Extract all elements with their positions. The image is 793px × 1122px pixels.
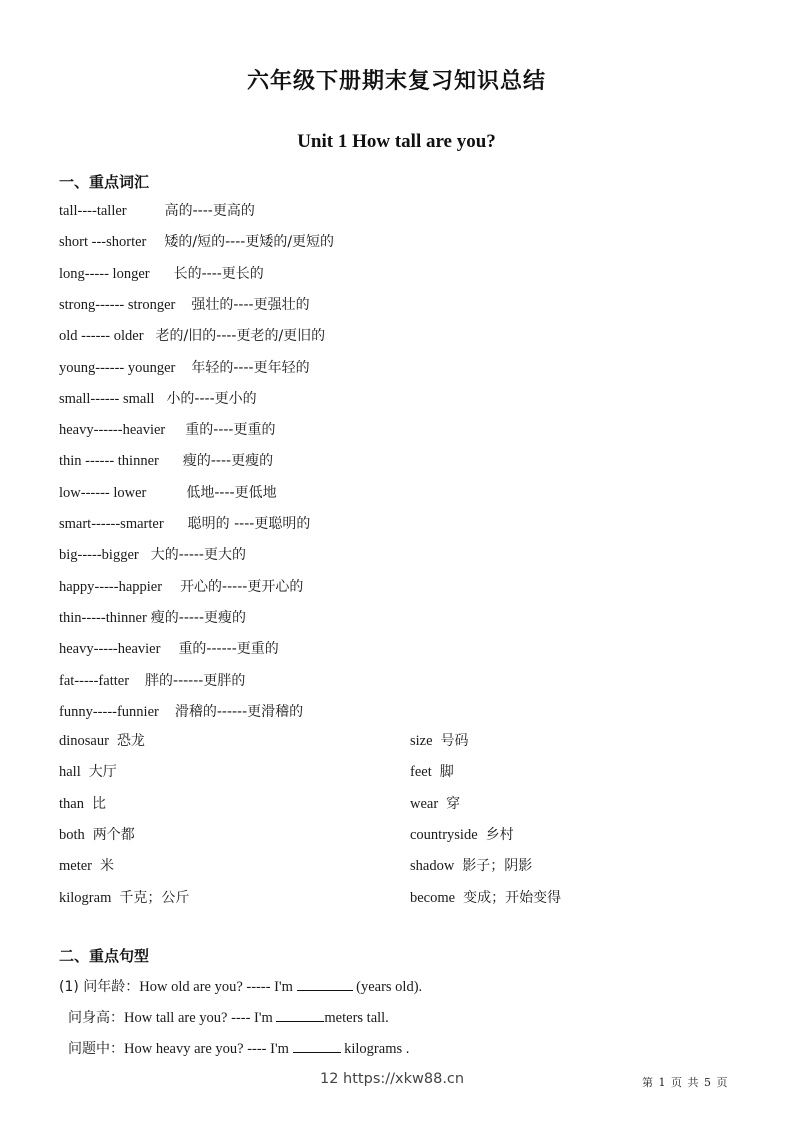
footer-watermark: 12 https://xkw88.cn	[320, 1071, 465, 1087]
english-word: become	[410, 889, 456, 906]
vocab-word-row	[410, 888, 561, 908]
chinese-meaning: 强壮的----更强壮的	[191, 296, 310, 313]
vocab-row	[59, 671, 245, 691]
sentence-ending: (years old).	[352, 979, 423, 995]
sentence-text: How tall are you? ---- I'm	[124, 1010, 277, 1026]
sentence-row	[68, 1038, 409, 1059]
sentence-text: How old are you? ----- I'm	[139, 979, 297, 995]
document-title: 六年级下册期末复习知识总结	[246, 69, 546, 94]
english-word: big-----bigger	[59, 547, 139, 564]
english-word: old ------ older	[59, 328, 144, 345]
sentence-label: (1) 问年龄：	[59, 979, 140, 995]
vocab-word-row	[59, 825, 135, 845]
chinese-meaning: 影子；阴影	[462, 858, 533, 875]
english-word: both	[59, 826, 85, 843]
chinese-meaning: 变成；开始变得	[463, 889, 562, 906]
fill-in-blank	[297, 976, 353, 991]
sentence-label: 问身高：	[68, 1010, 124, 1026]
vocab-word-row	[410, 825, 514, 845]
sentence-label: 问题中：	[68, 1041, 124, 1057]
section-heading-vocabulary: 一、重点词汇	[59, 173, 150, 191]
english-word: thin-----thinner	[59, 609, 147, 626]
vocab-row	[59, 201, 255, 221]
english-word: dinosaur	[59, 733, 109, 749]
chinese-meaning: 高的----更高的	[164, 203, 255, 219]
english-word: long----- longer	[59, 265, 150, 282]
vocab-row	[59, 295, 310, 315]
chinese-meaning: 聪明的 ----更聪明的	[187, 516, 311, 532]
english-word: kilogram	[59, 889, 112, 906]
english-word: than	[59, 795, 84, 812]
english-word: feet	[410, 764, 432, 781]
vocab-word-row	[59, 731, 145, 751]
vocab-row	[59, 389, 257, 409]
english-word: happy-----happier	[59, 578, 163, 595]
english-word: thin ------ thinner	[59, 453, 159, 470]
english-word: funny-----funnier	[59, 703, 159, 720]
english-word: tall----taller	[59, 203, 127, 219]
chinese-meaning: 大的-----更大的	[150, 547, 246, 564]
fill-in-blank	[276, 1007, 324, 1022]
english-word: strong------ stronger	[59, 296, 176, 313]
chinese-meaning: 两个都	[92, 826, 135, 843]
english-word: size	[410, 733, 433, 749]
chinese-meaning: 重的------更重的	[178, 641, 279, 658]
vocab-row	[59, 639, 279, 659]
chinese-meaning: 大厅	[88, 764, 117, 781]
vocab-row	[59, 483, 277, 503]
chinese-meaning: 穿	[446, 795, 461, 812]
english-word: wear	[410, 795, 439, 812]
sentence-row	[59, 976, 422, 997]
chinese-meaning: 小的----更小的	[166, 390, 257, 407]
english-word: smart------smarter	[59, 516, 164, 532]
chinese-meaning: 乡村	[485, 826, 514, 843]
chinese-meaning: 胖的------更胖的	[145, 672, 246, 689]
english-word: hall	[59, 764, 81, 781]
chinese-meaning: 米	[100, 858, 115, 875]
chinese-meaning: 瘦的-----更瘦的	[150, 609, 247, 626]
chinese-meaning: 长的----更长的	[173, 265, 264, 282]
chinese-meaning: 恐龙	[116, 733, 145, 749]
vocab-word-row	[59, 856, 114, 876]
english-word: low------ lower	[59, 484, 147, 501]
chinese-meaning: 开心的-----更开心的	[180, 578, 304, 595]
vocab-word-row	[410, 856, 532, 876]
sentence-row	[68, 1007, 389, 1028]
chinese-meaning: 号码	[440, 733, 469, 749]
english-word: heavy------heavier	[59, 422, 166, 439]
vocab-row	[59, 702, 303, 722]
english-word: fat-----fatter	[59, 672, 130, 689]
vocab-row	[59, 358, 310, 378]
sentence-ending: meters tall.	[324, 1010, 389, 1026]
vocab-row	[59, 451, 273, 471]
vocab-row	[59, 326, 325, 346]
chinese-meaning: 脚	[439, 764, 454, 781]
english-word: small------ small	[59, 390, 155, 407]
english-word: shadow	[410, 858, 455, 875]
vocab-row	[59, 577, 303, 597]
vocab-row	[59, 608, 246, 628]
fill-in-blank	[293, 1038, 341, 1053]
chinese-meaning: 重的----更重的	[185, 422, 276, 439]
vocab-word-row	[59, 762, 117, 782]
english-word: short ---shorter	[59, 234, 147, 251]
sentence-text: How heavy are you? ---- I'm	[124, 1041, 293, 1057]
section-heading-sentences: 二、重点句型	[59, 947, 150, 965]
english-word: young------ younger	[59, 359, 176, 376]
english-word: heavy-----heavier	[59, 641, 161, 658]
page-number: 第 1 页 共 5 页	[642, 1076, 728, 1089]
english-word: countryside	[410, 826, 478, 843]
vocab-row	[59, 545, 246, 565]
vocab-row	[59, 232, 334, 252]
vocab-row	[59, 264, 264, 284]
sentence-ending: kilograms .	[340, 1041, 410, 1057]
chinese-meaning: 比	[91, 795, 106, 812]
vocab-word-row	[59, 794, 106, 814]
vocab-row	[59, 420, 275, 440]
chinese-meaning: 矮的/短的----更矮的/更短的	[164, 234, 335, 251]
vocab-word-row	[410, 731, 469, 751]
vocab-word-row	[410, 794, 460, 814]
vocab-word-row	[410, 762, 454, 782]
chinese-meaning: 瘦的----更瘦的	[182, 453, 274, 470]
unit-title: Unit 1 How tall are you?	[297, 131, 496, 152]
chinese-meaning: 老的/旧的----更老的/更旧的	[155, 328, 326, 345]
chinese-meaning: 年轻的----更年轻的	[191, 359, 310, 376]
vocab-row	[59, 514, 310, 534]
vocab-word-row	[59, 888, 189, 908]
chinese-meaning: 低地----更低地	[186, 484, 277, 501]
english-word: meter	[59, 858, 93, 875]
chinese-meaning: 滑稽的------更滑稽的	[174, 703, 304, 720]
chinese-meaning: 千克；公斤	[119, 889, 190, 906]
